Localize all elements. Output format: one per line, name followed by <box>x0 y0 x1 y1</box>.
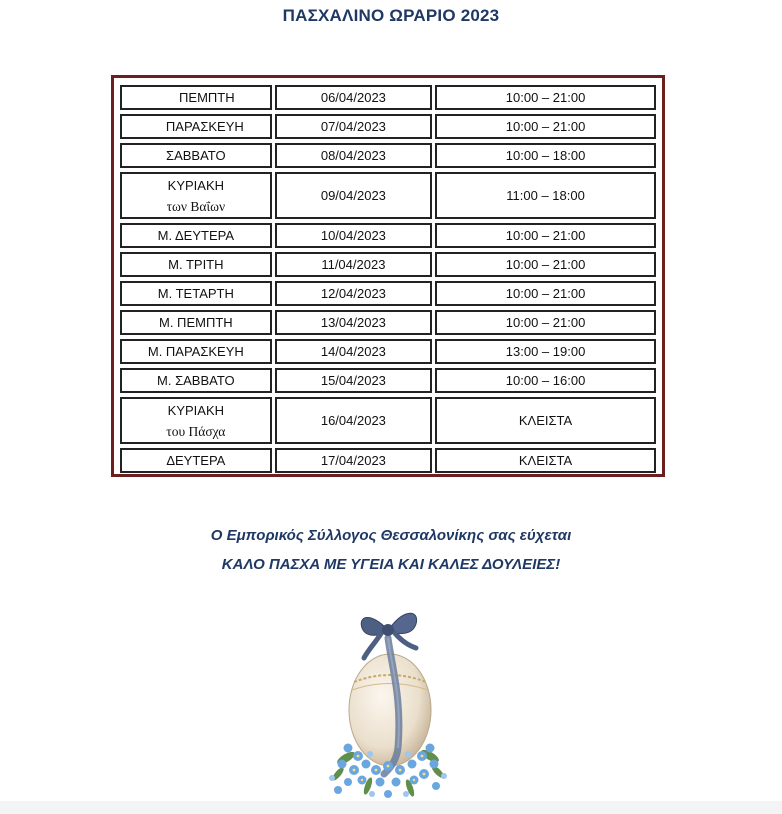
schedule-row <box>120 114 656 139</box>
day-label: ΣΑΒΒΑΤΟ <box>166 148 226 163</box>
date-cell: 13/04/2023 <box>275 310 432 335</box>
day-label: Μ. ΤΡΙΤΗ <box>168 257 224 272</box>
schedule-row <box>120 281 656 306</box>
date-cell: 12/04/2023 <box>275 281 432 306</box>
day-label: Μ. ΠΕΜΠΤΗ <box>159 315 233 330</box>
egg-shape <box>349 654 431 766</box>
day-cell <box>120 339 272 364</box>
schedule-row <box>120 368 656 393</box>
day-cell <box>120 310 272 335</box>
hours-cell: ΚΛΕΙΣΤΑ <box>435 448 656 473</box>
hours-cell: 10:00 – 21:00 <box>435 310 656 335</box>
day-label: Μ. ΔΕΥΤΕΡΑ <box>157 228 235 243</box>
hours-cell: 13:00 – 19:00 <box>435 339 656 364</box>
date-cell: 08/04/2023 <box>275 143 432 168</box>
schedule-row <box>120 143 656 168</box>
date-cell: 09/04/2023 <box>275 172 432 219</box>
schedule-row <box>120 397 656 444</box>
wishes-line-1: Ο Εμπορικός Σύλλογος Θεσσαλονίκης σας εύχεται <box>210 527 572 544</box>
hours-cell: 11:00 – 18:00 <box>435 172 656 219</box>
hours-cell: 10:00 – 21:00 <box>435 252 656 277</box>
hours-cell: 10:00 – 21:00 <box>435 114 656 139</box>
day-label: ΚΥΡΙΑΚΗ <box>167 177 225 193</box>
day-label: ΠΑΡΑΣΚΕΥΗ <box>165 119 244 134</box>
date-cell: 11/04/2023 <box>275 252 432 277</box>
hours-cell: 10:00 – 21:00 <box>435 223 656 248</box>
day-cell <box>120 281 272 306</box>
hours-cell: 10:00 – 21:00 <box>435 281 656 306</box>
easter-egg-icon <box>318 598 458 802</box>
schedule-row <box>120 310 656 335</box>
schedule-table-frame <box>111 75 665 477</box>
schedule-row <box>120 85 656 110</box>
date-cell: 07/04/2023 <box>275 114 432 139</box>
wishes-line-2: ΚΑΛΟ ΠΑΣΧΑ ΜΕ ΥΓΕΙΑ ΚΑΙ ΚΑΛΕΣ ΔΟΥΛΕΙΕΣ! <box>221 556 561 573</box>
schedule-row <box>120 172 656 219</box>
day-cell <box>120 114 272 139</box>
day-cell <box>120 143 272 168</box>
day-cell <box>120 85 272 110</box>
hours-cell: 10:00 – 18:00 <box>435 143 656 168</box>
day-cell <box>120 397 272 444</box>
date-cell: 16/04/2023 <box>275 397 432 444</box>
day-sublabel: του Πάσχα <box>166 423 226 439</box>
day-label: Μ. ΠΑΡΑΣΚΕΥΗ <box>147 344 244 359</box>
hours-cell: 10:00 – 16:00 <box>435 368 656 393</box>
day-label: ΠΕΜΠΤΗ <box>179 90 235 105</box>
schedule-row <box>120 339 656 364</box>
day-sublabel: των Βαΐων <box>166 198 226 214</box>
day-label: Μ. ΣΑΒΒΑΤΟ <box>157 373 235 388</box>
schedule-row <box>120 448 656 473</box>
hours-cell: 10:00 – 21:00 <box>435 85 656 110</box>
date-cell: 14/04/2023 <box>275 339 432 364</box>
day-label: Μ. ΤΕΤΑΡΤΗ <box>157 286 234 301</box>
day-label: ΚΥΡΙΑΚΗ <box>167 402 225 418</box>
schedule-table <box>117 81 659 477</box>
day-label: ΔΕΥΤΕΡΑ <box>166 453 226 468</box>
day-cell <box>120 368 272 393</box>
date-cell: 10/04/2023 <box>275 223 432 248</box>
schedule-table-body <box>120 85 656 473</box>
day-cell <box>120 223 272 248</box>
date-cell: 06/04/2023 <box>275 85 432 110</box>
day-cell <box>120 448 272 473</box>
hours-cell: ΚΛΕΙΣΤΑ <box>435 397 656 444</box>
day-cell <box>120 172 272 219</box>
schedule-row <box>120 223 656 248</box>
bottom-bar <box>0 801 782 814</box>
date-cell: 15/04/2023 <box>275 368 432 393</box>
date-cell: 17/04/2023 <box>275 448 432 473</box>
page-title: ΠΑΣΧΑΛΙΝΟ ΩΡΑΡΙΟ 2023 <box>282 6 500 25</box>
day-cell <box>120 252 272 277</box>
schedule-row <box>120 252 656 277</box>
